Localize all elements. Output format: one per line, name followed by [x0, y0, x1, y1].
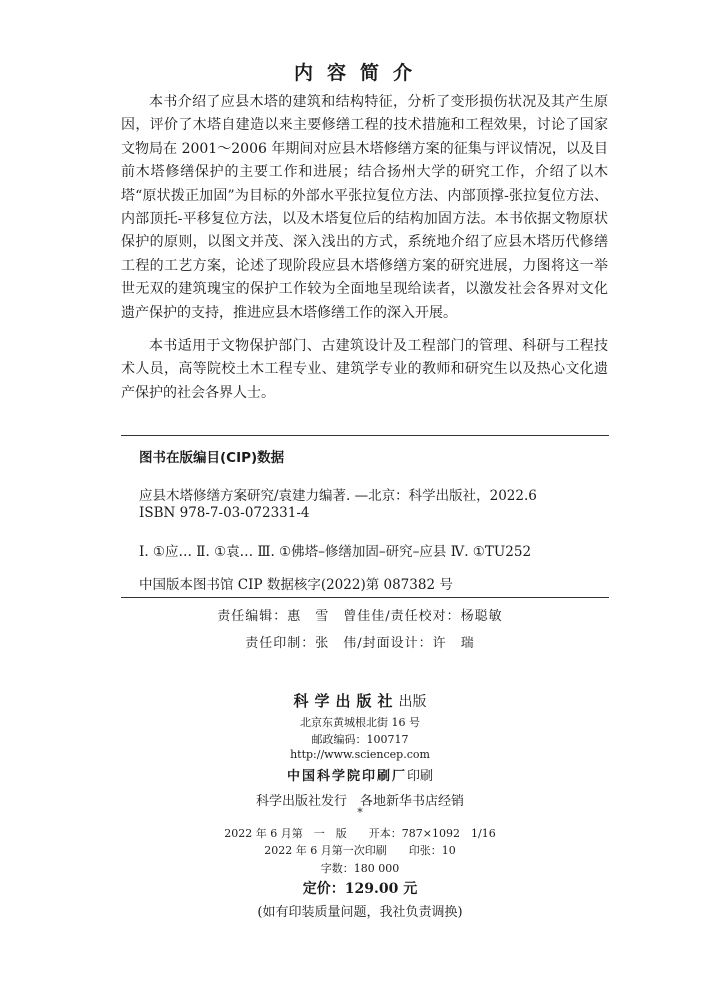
publisher-suffix: 出版 — [398, 694, 427, 710]
edition-line: 2022 年 6 月第 一 版 开本：787×1092 1/16 — [224, 827, 496, 840]
word-count: 字数：180 000 — [320, 862, 400, 875]
publisher-postcode: 邮政编码：100717 — [311, 733, 409, 746]
printer-suffix: 印刷 — [407, 769, 434, 784]
publisher-address: 北京东黄城根北街 16 号 — [300, 716, 420, 729]
credits-editors: 责任编辑：惠 雪 曾佳佳/责任校对：杨聪敏 — [217, 609, 503, 624]
summary-paragraph-2: 本书适用于文物保护部门、古建筑设计及工程部门的管理、科研与工程技术人员，高等院校土木工程专业、建筑学专业的教师和研究生以及热心文化遗产保护的社会各界人士。 — [121, 338, 608, 401]
publisher-line — [0, 690, 720, 711]
summary-title: 内容简介 — [293, 62, 426, 84]
distribution-line: 科学出版社发行 各地新华书店经销 — [255, 794, 464, 809]
cip-record-number: 中国版本图书馆 CIP 数据核字(2022)第 087382 号 — [139, 577, 453, 593]
publisher-logo: 科学出版社 — [293, 692, 399, 710]
publisher-url: http://www.sciencep.com — [290, 748, 430, 761]
summary-paragraph-1: 本书介绍了应县木塔的建筑和结构特征，分析了变形损伤状况及其产生原因，评价了木塔自建造以来主要修缮工程的技术措施和工程效果，讨论了国家文物局在 2001～2006 年期间对应县木塔修缮方案的征集与评议情况，以及目前木塔修缮保护的主要工作和进展；结合扬州大学的研究工作，介绍了以木塔“原状拨正加固”为目标的外部水平张拉复位方法、内部顶撑-张拉复位方法、内部顶托-平移复位方法，以及木塔复位后的结构加固方法。本书依据文物原状保护的原则，以图文并茂、深入浅出的方式，系统地介绍了应县木塔历代修缮工程的工艺方案，论述了现阶段应县木塔修缮方案的研究进展，力图将这一举世无双的建筑瑰宝的保护工作较为全面地呈现给读者，以激发社会各界对文化遗产保护的支持，推进应县木塔修缮工作的深入开展。 — [121, 94, 608, 321]
cip-bottom-divider — [121, 597, 609, 598]
printer-line — [0, 765, 720, 784]
credits-printing-design: 责任印制：张 伟/封面设计：许 瑞 — [245, 636, 475, 651]
cip-heading: 图书在版编目(CIP)数据 — [139, 450, 285, 466]
cip-title-line: 应县木塔修缮方案研究/袁建力编著. —北京：科学出版社，2022.6 — [139, 488, 537, 504]
quality-notice: (如有印装质量问题，我社负责调换) — [257, 905, 463, 920]
cip-isbn: ISBN 978-7-03-072331-4 — [139, 505, 310, 521]
cip-top-divider — [121, 435, 609, 436]
price: 定价：129.00 元 — [302, 881, 418, 897]
cip-classification: Ⅰ. ①应… Ⅱ. ①袁… Ⅲ. ①佛塔–修缮加固–研究–应县 Ⅳ. ①TU252 — [139, 544, 532, 560]
printing-line: 2022 年 6 月第一次印刷 印张：10 — [264, 844, 456, 857]
printer-logo: 中国科学院印刷厂 — [286, 769, 407, 784]
separator-star: * — [357, 806, 363, 819]
